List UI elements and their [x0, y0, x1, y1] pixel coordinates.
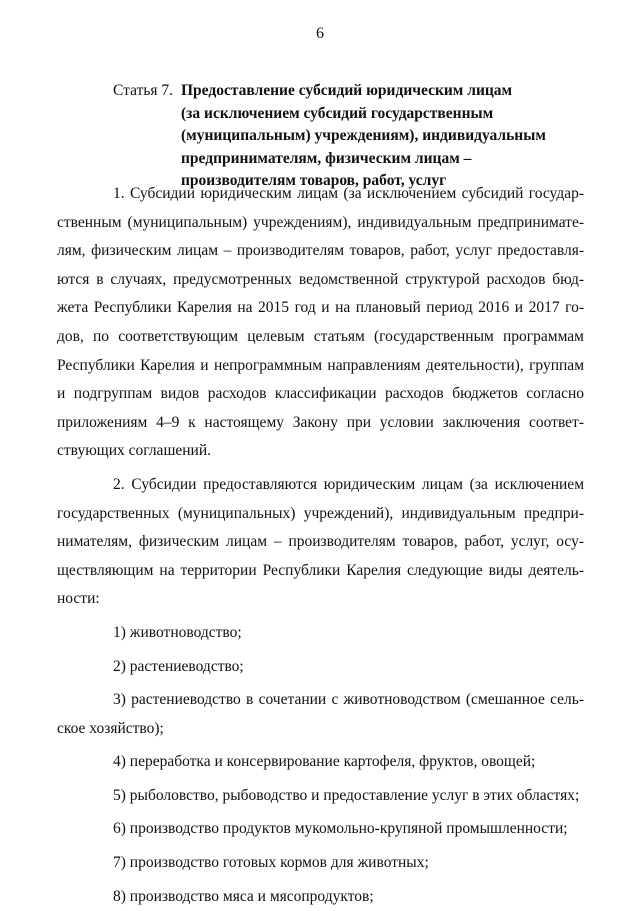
article-title-line: предпринимателям, физическим лицам –: [181, 149, 472, 167]
list-item: 5) рыболовство, рыбоводство и предоставление услуг в этих областях;: [113, 786, 580, 804]
paragraph-line: жета Республики Карелия на 2015 год и на плановый период 2016 и 2017 го-: [57, 299, 584, 317]
article-title-line: (муниципальным) учреждениям), индивидуальным: [181, 127, 546, 144]
paragraph-line: государственных (муниципальных) учреждений), индивидуальным предпри-: [57, 504, 584, 522]
paragraph-line: дов, по соответствующим целевым статьям (государственным программам: [57, 327, 584, 345]
list-item: 1) животноводство;: [113, 623, 242, 641]
paragraph-line: 2. Субсидии предоставляются юридическим лицам (за исключением: [113, 475, 584, 493]
list-item: 6) производство продуктов мукомольно-крупяной промышленности;: [113, 820, 568, 838]
list-item: 8) производство мяса и мясопродуктов;: [113, 887, 374, 905]
article-title-line: Предоставление субсидий юридическим лицам: [181, 82, 513, 99]
paragraph-line: нимателям, физическим лицам – производителям товаров, работ, услуг, осу-: [57, 533, 584, 551]
article-title-line: (за исключением субсидий государственным: [181, 104, 494, 122]
article-title-line: производителям товаров, работ, услуг: [181, 172, 447, 189]
list-item-line: ское хозяйство);: [57, 719, 164, 737]
paragraph-line: Республики Карелия и непрограммным направлениям деятельности), группам: [57, 356, 584, 374]
paragraph-line: 1. Субсидии юридическим лицам (за исключением субсидий государ-: [113, 185, 584, 202]
paragraph-line: ются в случаях, предусмотренных ведомственной структурой расходов бюд-: [57, 270, 584, 288]
paragraph-2: [57, 471, 584, 614]
article-label: Статья 7.: [113, 82, 174, 99]
list-item: 4) переработка и консервирование картофеля, фруктов, овощей;: [113, 753, 536, 771]
list-item: 2) растениеводство;: [113, 657, 244, 675]
paragraph-line: лям, физическим лицам – производителям товаров, работ, услуг предоставля-: [57, 242, 584, 260]
paragraph-line: ственным (муниципальным) учреждениям), индивидуальным предпринимате-: [57, 213, 584, 231]
list-item-line: 3) растениеводство в сочетании с животноводством (смешанное сель-: [113, 691, 584, 709]
paragraph-line: ности:: [57, 590, 100, 608]
article-body: [57, 180, 584, 911]
paragraph-line: и подгруппам видов расходов классификации расходов бюджетов согласно: [57, 385, 584, 403]
paragraph-line: ществляющим на территории Республики Карелия следующие виды деятель-: [57, 561, 584, 579]
list-item: [57, 686, 584, 743]
list-item: 7) производство готовых кормов для животных;: [113, 854, 429, 872]
paragraph-1: [57, 180, 584, 466]
paragraph-line: ствующих соглашений.: [57, 442, 212, 460]
article-title: [181, 80, 601, 193]
paragraph-line: приложениям 4–9 к настоящему Закону при условии заключения соответ-: [57, 413, 584, 431]
page-number: 6: [316, 25, 324, 42]
